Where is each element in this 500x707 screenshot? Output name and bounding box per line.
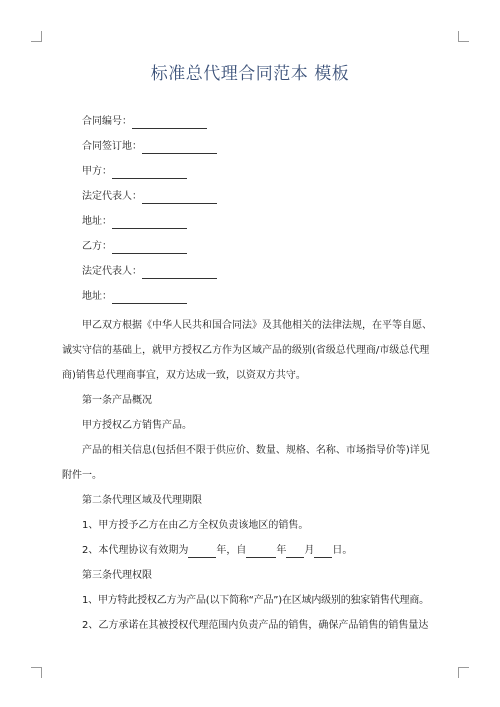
fill-blank [142,141,217,154]
party-b-field [82,240,187,254]
fill-blank [132,116,207,129]
crop-mark-top-left [31,31,42,42]
text-segment: 日。 [332,545,353,556]
party-a-representative-field [82,190,217,204]
text-segment: 月 [304,545,315,556]
fill-blank [286,546,304,558]
field-label: 法定代表人： [82,266,142,277]
fill-blank [112,241,187,254]
text-segment: 2、本代理协议有效期为 [82,545,189,556]
signing-place-field [82,140,217,154]
party-b-address-field [82,290,187,304]
crop-mark-bottom-left [31,667,42,678]
fill-blank [112,291,187,304]
paragraph: 附件一。 [62,470,102,481]
fill-blank [188,546,216,558]
party-b-representative-field [82,265,217,279]
contract-number-field [82,115,207,129]
paragraph: 2、乙方承诺在其被授权代理范围内负责产品的销售，确保产品销售的销售量达 [82,620,429,631]
fill-blank [142,266,217,279]
fill-blank [112,166,187,179]
section-heading: 第一条产品概况 [82,395,152,406]
field-label: 合同编号： [82,116,132,127]
crop-mark-top-right [458,31,469,42]
field-label: 甲方： [82,166,112,177]
text-segment: 年 [276,545,287,556]
paragraph: 1、甲方特此授权乙方为产品(以下简称“产品”)在区域内级别的独家销售代理商。 [82,595,429,606]
paragraph: 1、甲方授予乙方在由乙方全权负责该地区的销售。 [82,520,309,531]
paragraph: 产品的相关信息(包括但不限于供应价、数量、规格、名称、市场指导价等)详见 [82,445,430,456]
section-heading: 第二条代理区域及代理期限 [82,495,202,506]
section-heading: 第三条代理权限 [82,570,152,581]
party-a-address-field [82,215,187,229]
intro-line: 诚实守信的基础上，就甲方授权乙方作为区域产品的级别(省级总代理商/市级总代理 [62,345,430,356]
text-segment: 年，自 [216,545,247,556]
field-label: 法定代表人： [82,191,142,202]
fill-blank [314,546,332,558]
fill-blank [246,546,276,558]
validity-period-line [82,544,435,558]
document-title: 标准总代理合同范本 模板 [150,64,350,84]
field-label: 乙方： [82,241,112,252]
crop-mark-bottom-right [458,667,469,678]
field-label: 合同签订地： [82,141,142,152]
intro-line: 商)销售总代理商事宜，双方达成一致，以资双方共守。 [62,370,306,381]
fill-blank [112,216,187,229]
fill-blank [142,191,217,204]
field-label: 地址： [82,291,112,302]
field-label: 地址： [82,216,112,227]
party-a-field [82,165,187,179]
paragraph: 甲方授权乙方销售产品。 [82,420,192,431]
intro-line: 甲乙双方根据《中华人民共和国合同法》及其他相关的法律法规，在平等自愿、 [82,320,432,331]
